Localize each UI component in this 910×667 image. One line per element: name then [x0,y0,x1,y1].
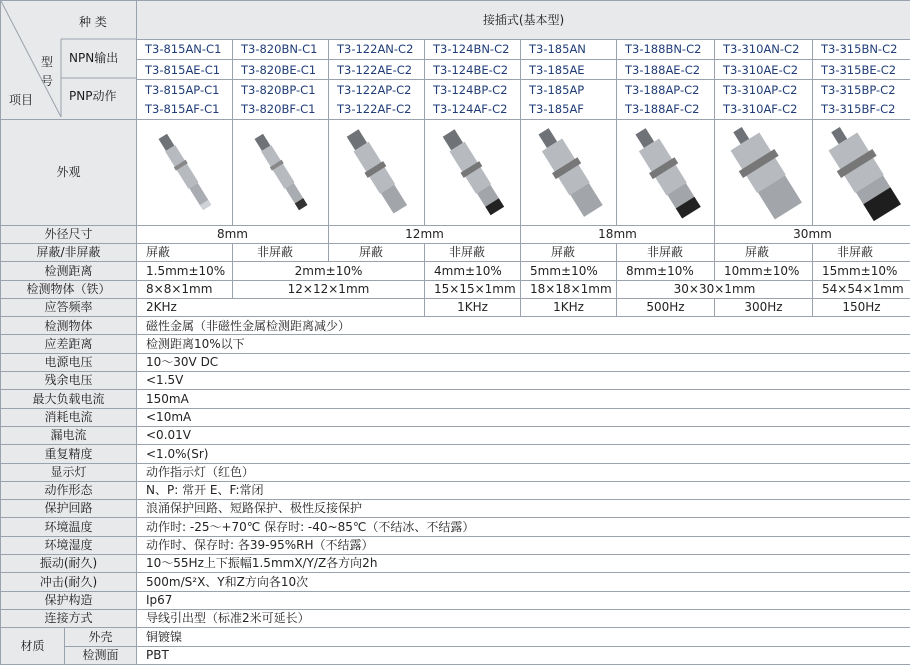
shield-value: 非屏蔽 [617,243,715,261]
sensor-photo-12mm-unshielded [425,119,521,225]
target-value: 磁性金属（非磁性金属检测距离减少） [137,317,910,335]
model-pnp: T3-124BP-C2 T3-124AF-C2 [425,80,521,120]
indicator-label: 显示灯 [1,463,137,481]
hysteresis-value: 检测距离10%以下 [137,335,910,353]
object-value: 18×18×1mm [521,280,617,298]
frequency-value: 2KHz [137,298,425,316]
temp-label: 环境温度 [1,518,137,536]
humidity-value: 动作时、保存时: 各39-95%RH（不结露） [137,536,910,554]
item-label: 项目 [9,93,34,107]
shield-value: 非屏蔽 [425,243,521,261]
object-value: 12×12×1mm [233,280,425,298]
connection-label: 连接方式 [1,609,137,627]
frequency-value: 1KHz [425,298,521,316]
model-npn-no: T3-124BN-C2 [425,39,521,59]
distance-value: 8mm±10% [617,262,715,280]
sensor-photo-30mm-shielded [715,119,813,225]
target-label: 检测物体 [1,317,137,335]
model-npn-no: T3-815AN-C1 [137,39,233,59]
housing-value: 铜镀镍 [137,628,910,646]
model-pnp: T3-815AP-C1 T3-815AF-C1 [137,80,233,120]
object-value: 30×30×1mm [617,280,813,298]
diameter-value: 30mm [715,225,910,243]
residual-label: 残余电压 [1,372,137,390]
model-npn-no: T3-185AN [521,39,617,59]
face-label: 检测面 [65,646,137,664]
shield-value: 屏蔽 [715,243,813,261]
hysteresis-label: 应差距离 [1,335,137,353]
protection-label: 保护回路 [1,500,137,518]
shield-value: 屏蔽 [329,243,425,261]
model-pnp: T3-315BP-C2 T3-315BF-C2 [813,80,910,120]
object-value: 8×8×1mm [137,280,233,298]
vibration-value: 10～55Hz上下振幅1.5mmX/Y/Z各方向2h [137,555,910,573]
model-npn-nc: T3-188AE-C2 [617,59,715,79]
distance-label: 检测距离 [1,262,137,280]
shock-label: 冲击(耐久) [1,573,137,591]
distance-value: 4mm±10% [425,262,521,280]
diameter-value: 12mm [329,225,521,243]
object-value: 15×15×1mm [425,280,521,298]
diameter-label: 外径尺寸 [1,225,137,243]
sensor-photo-12mm-shielded [329,119,425,225]
diameter-value: 8mm [137,225,329,243]
frequency-value: 300Hz [715,298,813,316]
model-npn-nc: T3-815AE-C1 [137,59,233,79]
distance-value: 10mm±10% [715,262,813,280]
vibration-label: 振动(耐久) [1,555,137,573]
distance-value: 1.5mm±10% [137,262,233,280]
model-npn-nc: T3-820BE-C1 [233,59,329,79]
sensor-photo-18mm-unshielded [617,119,715,225]
model-npn-no: T3-122AN-C2 [329,39,425,59]
shield-label: 屏蔽/非屏蔽 [1,243,137,261]
model-npn-nc: T3-310AE-C2 [715,59,813,79]
protection-value: 浪涌保护回路、短路保护、极性反接保护 [137,500,910,518]
frequency-value: 150Hz [813,298,910,316]
model-npn-no: T3-310AN-C2 [715,39,813,59]
object-value: 54×54×1mm [813,280,910,298]
residual-value: <1.5V [137,372,910,390]
model-npn-no: T3-315BN-C2 [813,39,910,59]
category-title: 接插式(基本型) [137,1,910,40]
distance-value: 2mm±10% [233,262,425,280]
diameter-value: 18mm [521,225,715,243]
frequency-value: 1KHz [521,298,617,316]
model-pnp: T3-185AP T3-185AF [521,80,617,120]
frequency-label: 应答频率 [1,298,137,316]
face-value: PBT [137,646,910,664]
output-mode-value: N、P: 常开 E、F:常闭 [137,481,910,499]
model-pnp: T3-188AP-C2 T3-188AF-C2 [617,80,715,120]
indicator-value: 动作指示灯（红色） [137,463,910,481]
model-label: 型号 [41,55,54,88]
sensor-photo-8mm-shielded [137,119,233,225]
repeat-value: <1.0%(Sr) [137,445,910,463]
output-mode-label: 动作形态 [1,481,137,499]
appearance-label: 外观 [1,119,137,225]
housing-label: 外壳 [65,628,137,646]
temp-value: 动作时: -25～+70℃ 保存时: -40~85℃（不结冰、不结露） [137,518,910,536]
shield-value: 非屏蔽 [813,243,910,261]
model-pnp: T3-122AP-C2 T3-122AF-C2 [329,80,425,120]
distance-value: 15mm±10% [813,262,910,280]
ip-value: Ip67 [137,591,910,609]
connection-value: 导线引出型（标准2米可延长） [137,609,910,627]
ip-label: 保护构造 [1,591,137,609]
model-npn-nc: T3-122AE-C2 [329,59,425,79]
consumption-value: <10mA [137,408,910,426]
model-npn-no: T3-820BN-C1 [233,39,329,59]
model-npn-nc: T3-185AE [521,59,617,79]
sensor-photo-8mm-unshielded [233,119,329,225]
voltage-label: 电源电压 [1,353,137,371]
humidity-label: 环境湿度 [1,536,137,554]
npn-label: NPN输出 [69,51,119,65]
model-npn-nc: T3-124BE-C2 [425,59,521,79]
voltage-value: 10～30V DC [137,353,910,371]
sensor-photo-18mm-shielded [521,119,617,225]
shield-value: 屏蔽 [521,243,617,261]
consumption-label: 消耗电流 [1,408,137,426]
object-label: 检测物体（铁） [1,280,137,298]
frequency-value: 500Hz [617,298,715,316]
model-pnp: T3-310AP-C2 T3-310AF-C2 [715,80,813,120]
pnp-label: PNP动作 [69,89,117,103]
repeat-label: 重复精度 [1,445,137,463]
model-npn-no: T3-188BN-C2 [617,39,715,59]
type-label: 种 类 [79,15,107,29]
sensor-photo-30mm-unshielded [813,119,910,225]
model-pnp: T3-820BP-C1 T3-820BF-C1 [233,80,329,120]
shield-value: 非屏蔽 [233,243,329,261]
header-corner [1,1,137,120]
shield-value: 屏蔽 [137,243,233,261]
max-load-label: 最大负载电流 [1,390,137,408]
model-npn-nc: T3-315BE-C2 [813,59,910,79]
distance-value: 5mm±10% [521,262,617,280]
leakage-label: 漏电流 [1,426,137,444]
max-load-value: 150mA [137,390,910,408]
shock-value: 500m/S²X、Y和Z方向各10次 [137,573,910,591]
leakage-value: <0.01V [137,426,910,444]
material-label: 材质 [1,628,65,665]
